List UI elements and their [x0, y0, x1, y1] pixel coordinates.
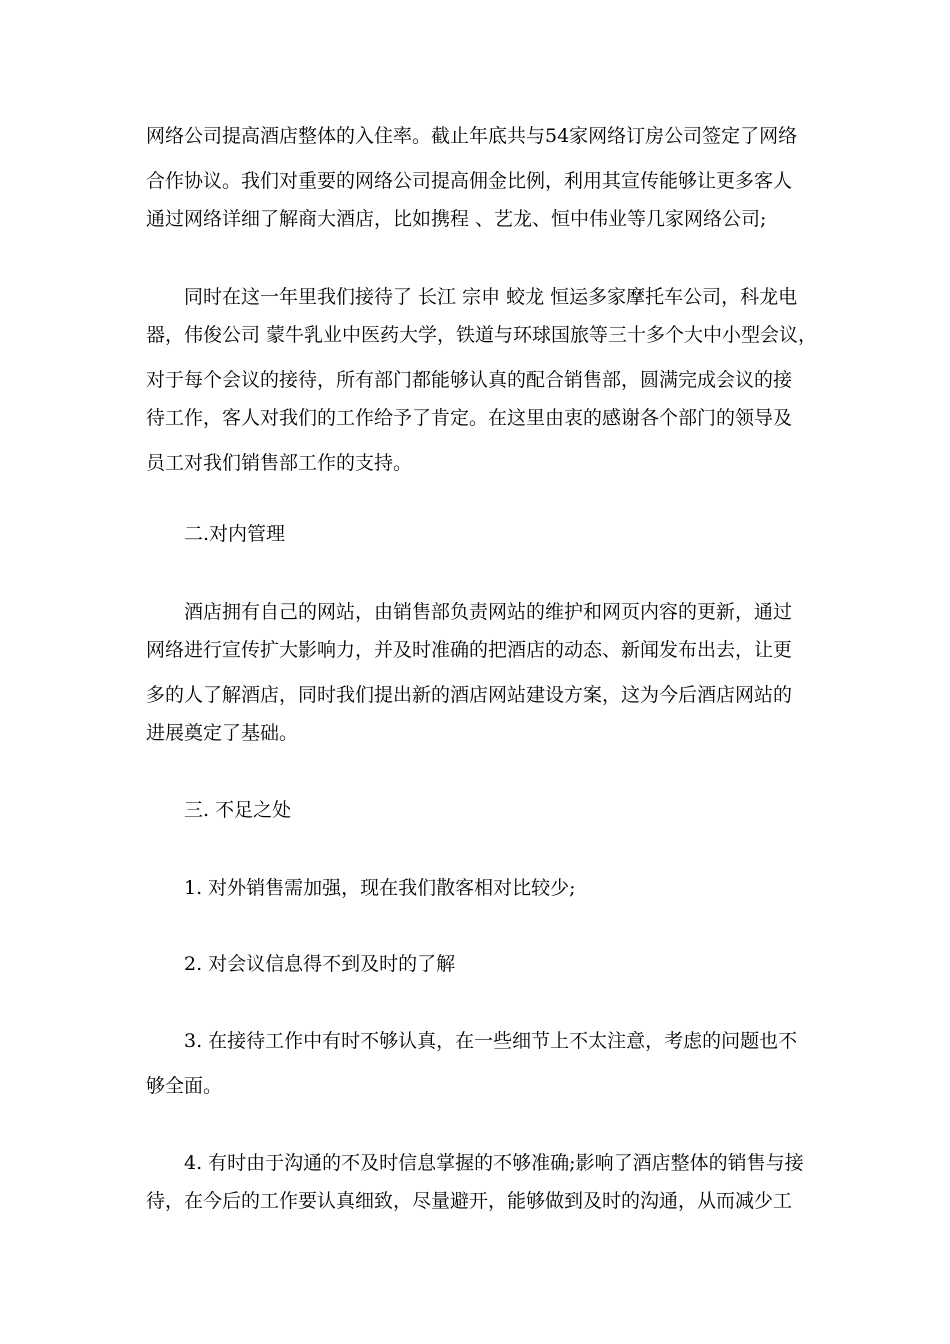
text-line: 多的人了解酒店，同时我们提出新的酒店网站建设方案，这为今后酒店网站的 [146, 684, 793, 706]
text-line: 酒店拥有自己的网站，由销售部负责网站的维护和网页内容的更新，通过 [184, 601, 793, 623]
text-line: 够全面。 [146, 1075, 223, 1097]
list-item: 1. 对外销售需加强，现在我们散客相对比较少; [184, 877, 576, 899]
text-line: 进展奠定了基础。 [146, 722, 299, 744]
text-line: 同时在这一年里我们接待了 长江 宗申 蛟龙 恒运多家摩托车公司，科龙电 [184, 286, 798, 308]
list-item: 4. 有时由于沟通的不及时信息掌握的不够准确;影响了酒店整体的销售与接 [184, 1152, 804, 1174]
list-item: 3. 在接待工作中有时不够认真，在一些细节上不太注意，考虑的问题也不 [184, 1030, 798, 1052]
text-line: 合作协议。我们对重要的网络公司提高佣金比例，利用其宣传能够让更多客人 [146, 170, 793, 192]
text-line: 器，伟俊公司 蒙牛乳业中医药大学，铁道与环球国旅等三十多个大中小型会议， [146, 324, 818, 346]
text-line: 对于每个会议的接待，所有部门都能够认真的配合销售部，圆满完成会议的接 [146, 369, 793, 391]
text-line: 网络进行宣传扩大影响力，并及时准确的把酒店的动态、新闻发布出去，让更 [146, 639, 793, 661]
list-item: 2. 对会议信息得不到及时的了解 [184, 953, 456, 975]
section-heading: 三. 不足之处 [184, 799, 292, 821]
text-line: 通过网络详细了解商大酒店，比如携程 、艺龙、恒中伟业等几家网络公司; [146, 208, 767, 230]
text-line: 待，在今后的工作要认真细致，尽量避开，能够做到及时的沟通，从而减少工 [146, 1190, 793, 1212]
text-line: 员工对我们销售部工作的支持。 [146, 452, 413, 474]
section-heading: 二.对内管理 [184, 523, 286, 545]
text-line: 待工作，客人对我们的工作给予了肯定。在这里由衷的感谢各个部门的领导及 [146, 407, 793, 429]
text-line: 网络公司提高酒店整体的入住率。截止年底共与54家网络订房公司签定了网络 [146, 125, 798, 147]
